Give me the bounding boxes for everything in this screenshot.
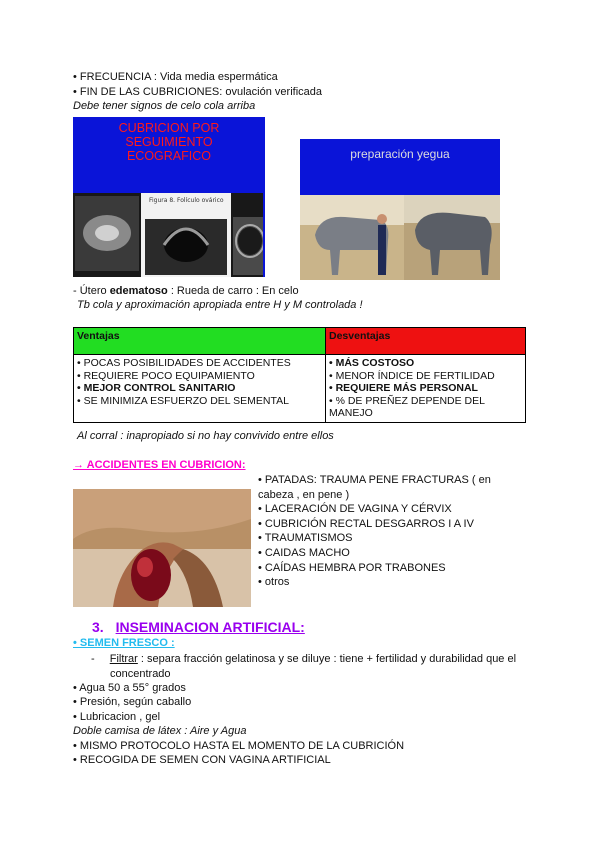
- note-latex: Doble camisa de látex : Aire y Agua: [73, 725, 247, 737]
- accident-photo: [73, 489, 251, 607]
- ultrasound-scan-image: [73, 193, 263, 277]
- protocolo-line: • MISMO PROTOCOLO HASTA EL MOMENTO DE LA CUBRICIÓN: [73, 740, 405, 752]
- filtrar-item: [91, 652, 531, 681]
- accidente-item: cabeza , en pene ): [258, 488, 350, 501]
- utero-prefix: - Útero: [73, 285, 110, 297]
- presion-line: • Presión, según caballo: [73, 696, 192, 708]
- desventaja-item: • % DE PREÑEZ DEPENDE DEL MANEJO: [329, 394, 485, 419]
- ventaja-item: • POCAS POSIBILIDADES DE ACCIDENTES: [77, 357, 291, 369]
- accidente-item: • CUBRICIÓN RECTAL DESGARROS I A IV: [258, 517, 474, 530]
- agua-line: • Agua 50 a 55° grados: [73, 682, 186, 694]
- utero-suffix: : Rueda de carro : En celo: [167, 285, 299, 297]
- filtrar-dash: -: [91, 653, 95, 665]
- ventaja-item: • SE MINIMIZA ESFUERZO DEL SEMENTAL: [77, 394, 289, 407]
- section-3-title: INSEMINACION ARTIFICIAL:: [115, 619, 305, 635]
- note-corral: Al corral : inapropiado si no hay convivido entre ellos: [77, 430, 334, 442]
- accidente-item: • PATADAS: TRAUMA PENE FRACTURAS ( en: [258, 474, 491, 486]
- accidente-item: • LACERACIÓN DE VAGINA Y CÉRVIX: [258, 503, 452, 516]
- accidente-item: • CAÍDAS HEMBRA POR TRABONES: [258, 561, 446, 574]
- ventaja-item: • MEJOR CONTROL SANITARIO: [77, 382, 236, 394]
- preparacion-title: preparación yegua: [350, 147, 450, 161]
- recogida-line: • RECOGIDA DE SEMEN CON VAGINA ARTIFICIAL: [73, 754, 331, 766]
- desventajas-cell: [326, 355, 526, 423]
- semen-fresco-heading: • SEMEN FRESCO :: [73, 637, 175, 649]
- ventaja-item: • REQUIERE POCO EQUIPAMIENTO: [77, 369, 255, 382]
- horse-photos: [300, 195, 500, 280]
- header-desventajas: Desventajas: [326, 328, 526, 355]
- lubricacion-line: • Lubricacion , gel: [73, 711, 161, 723]
- utero-line: [73, 285, 299, 298]
- section-3-heading: [92, 619, 305, 635]
- frecuencia-line: • FRECUENCIA : Vida media espermática: [73, 71, 278, 83]
- desventaja-item: • MENOR ÍNDICE DE FERTILIDAD: [329, 369, 495, 382]
- desventaja-item: • REQUIERE MÁS PERSONAL: [329, 382, 478, 394]
- section-3-number: 3.: [92, 619, 104, 635]
- ultrasound-title: CUBRICION POR SEGUIMIENTO ECOGRAFICO: [118, 121, 220, 163]
- horse-image: [300, 195, 500, 280]
- filtrar-label: Filtrar: [109, 653, 138, 665]
- filtrar-text-cont: concentrado: [110, 667, 171, 680]
- preparacion-slide: [300, 139, 500, 195]
- accident-image: [73, 489, 251, 607]
- ventajas-desventajas-table: [73, 327, 526, 423]
- accidentes-list: [258, 473, 491, 590]
- accidente-item: • CAIDAS MACHO: [258, 546, 350, 559]
- ventajas-cell: [74, 355, 326, 423]
- accidente-item: • TRAUMATISMOS: [258, 532, 353, 545]
- accidente-item: • otros: [258, 576, 290, 589]
- figure-caption: Figura 8. Folículo ovárico: [149, 197, 224, 204]
- note-celo: Debe tener signos de celo cola arriba: [73, 100, 256, 112]
- desventaja-item: • MÁS COSTOSO: [329, 357, 415, 369]
- ultrasound-images: [73, 193, 263, 277]
- utero-bold: edematoso: [109, 285, 168, 297]
- fin-cubriciones-line: • FIN DE LAS CUBRICIONES: ovulación verificada: [73, 86, 322, 98]
- accidentes-heading: → ACCIDENTES EN CUBRICION:: [73, 459, 246, 471]
- filtrar-text: : separa fracción gelatinosa y se diluye : tiene + fertilidad y durabilidad que el: [137, 653, 517, 665]
- note-cola: Tb cola y aproximación apropiada entre H y M controlada !: [77, 299, 363, 311]
- header-ventajas: Ventajas: [74, 328, 326, 355]
